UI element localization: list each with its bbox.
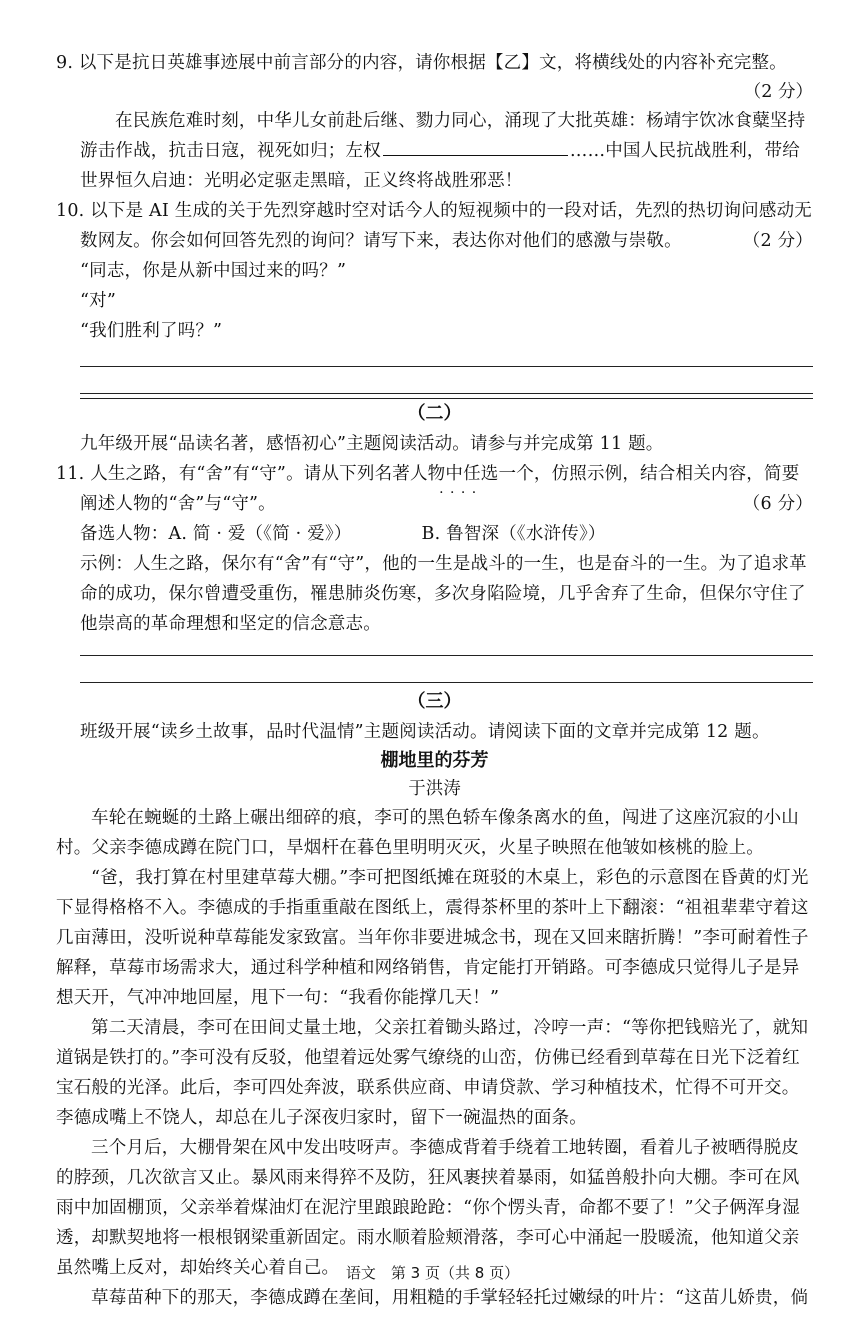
q11-option-a: A. 简 · 爱（《简 · 爱》） [169, 524, 352, 544]
q11-option-b: B. 鲁智深（《水浒传》） [422, 524, 606, 544]
q9-body [56, 106, 813, 196]
q11-prompt [56, 459, 813, 519]
article-paragraph-2: “爸，我打算在村里建草莓大棚。”李可把图纸摊在斑驳的木桌上，彩色的示意图在昏黄的灯光下显得格格不入。李德成的手指重重敲在图纸上，震得茶杯里的茶叶上下翻滚：“祖祖辈辈守着这几亩薄田，没听说种草莓能发家致富。当年你非要进城念书，现在又回来瞎折腾！”李可耐着性子解释，草莓市场需求大，通过科学种植和网络销售，肯定能打开销路。可李德成只觉得儿子是异想天开，气冲冲地回屋，甩下一句：“我看你能撑几天！” [56, 863, 813, 1013]
q11-emphasis: 任选一个 · · [463, 464, 534, 484]
q11-score: （6 分） [767, 489, 813, 519]
q10-score: （2 分） [767, 226, 813, 256]
section-2-intro: 九年级开展“品读名著，感悟初心”主题阅读活动。请参与并完成第 11 题。 [56, 429, 813, 459]
section-3-intro: 班级开展“读乡土故事，品时代温情”主题阅读活动。请阅读下面的文章并完成第 12 题。 [56, 717, 813, 747]
section-3-heading: （三） [56, 687, 813, 717]
q9-body-before: 在民族危难时刻，中华儿女前赴后继、勠力同心，涌现了大批英雄：杨靖宇饮冰食糵坚持游击作战，抗击日寇，视死如归；左权 [80, 111, 805, 161]
article-paragraph-5: 草莓苗种下的那天，李德成蹲在垄间，用粗糙的手掌轻轻托过嫩绿的叶片：“这苗儿娇贵，倘 [56, 1283, 813, 1313]
q11-example: 示例：人生之路，保尔有“舍”有“守”，他的一生是战斗的一生，也是奋斗的一生。为了追求革命的成功，保尔曾遭受重伤，罹患肺炎伤寒，多次身陷险境，几乎舍弃了生命，但保尔守住了他崇高的革命理想和坚定的信念意志。 [56, 549, 813, 639]
article-paragraph-4: 三个月后，大棚骨架在风中发出吱呀声。李德成背着手绕着工地转圈，看着儿子被晒得脱皮的脖颈，几次欲言又止。暴风雨来得猝不及防，狂风裹挟着暴雨，如猛兽般扑向大棚。李可在风雨中加固棚顶，父亲举着煤油灯在泥泞里踉踉跄跄：“你个愣头青，命都不要了！”父子俩浑身湿透，却默契地将一根根钢梁重新固定。雨水顺着脸颊滑落，李可心中涌起一股暖流，他知道父亲虽然嘴上反对，却始终关心着自己。 [56, 1133, 813, 1283]
q9-answer-blank[interactable] [383, 137, 568, 156]
article-paragraph-1: 车轮在蜿蜒的土路上碾出细碎的痕，李可的黑色轿车像条离水的鱼，闯进了这座沉寂的小山村。父亲李德成蹲在院门口，旱烟杆在暮色里明明灭灭，火星子映照在他皱如核桃的脸上。 [56, 803, 813, 863]
q10-dialogue-2: “对” [56, 286, 813, 316]
page-footer: 语文 第 3 页（共 8 页） [0, 1262, 865, 1283]
section-2-heading: （二） [56, 399, 813, 429]
q9-score: （2 分） [56, 78, 813, 106]
article-title: 棚地里的芬芳 [56, 747, 813, 775]
article-paragraph-3: 第二天清晨，李可在田间丈量土地，父亲扛着锄头路过，冷哼一声：“等你把钱赔光了，就知道锅是铁打的。”李可没有反驳，他望着远处雾气缭绕的山峦，仿佛已经看到草莓在日光下泛着红宝石般的光泽。此后，李可四处奔波，联系供应商、申请贷款、学习种植技术，忙得不可开交。李德成嘴上不饶人，却总在儿子深夜归家时，留下一碗温热的面条。 [56, 1013, 813, 1133]
article-author: 于洪涛 [56, 775, 813, 803]
q9-body-after: ……中国人民抗战胜利，带给世界恒久启迪：光明必定驱走黑暗，正义终将战胜邪恶！ [80, 141, 800, 191]
q10-dialogue-3: “我们胜利了吗？” [56, 316, 813, 346]
q11-prompt-b: ，仿照示例，结合相关内容，简要阐述人物的“舍”与“守”。 [80, 464, 799, 514]
q9-prompt-text: 9. 以下是抗日英雄事迹展中前言部分的内容，请你根据【乙】文，将横线处的内容补充完整。 [56, 53, 787, 73]
q10-dialogue-1: “同志，你是从新中国过来的吗？” [56, 256, 813, 286]
q9-prompt [56, 48, 813, 78]
q11-options-label: 备选人物： [80, 524, 169, 544]
q10-prompt [56, 196, 813, 256]
exam-page [0, 48, 865, 1343]
q11-options [56, 519, 813, 549]
q11-prompt-a: 11. 人生之路，有“舍”有“守”。请从下列名著人物中 [56, 464, 463, 484]
q10-prompt-text: 10. 以下是 AI 生成的关于先烈穿越时空对话今人的短视频中的一段对话，先烈的热切询问感动无数网友。你会如何回答先烈的询问？请写下来，表达你对他们的感激与崇敬。 [56, 201, 812, 251]
